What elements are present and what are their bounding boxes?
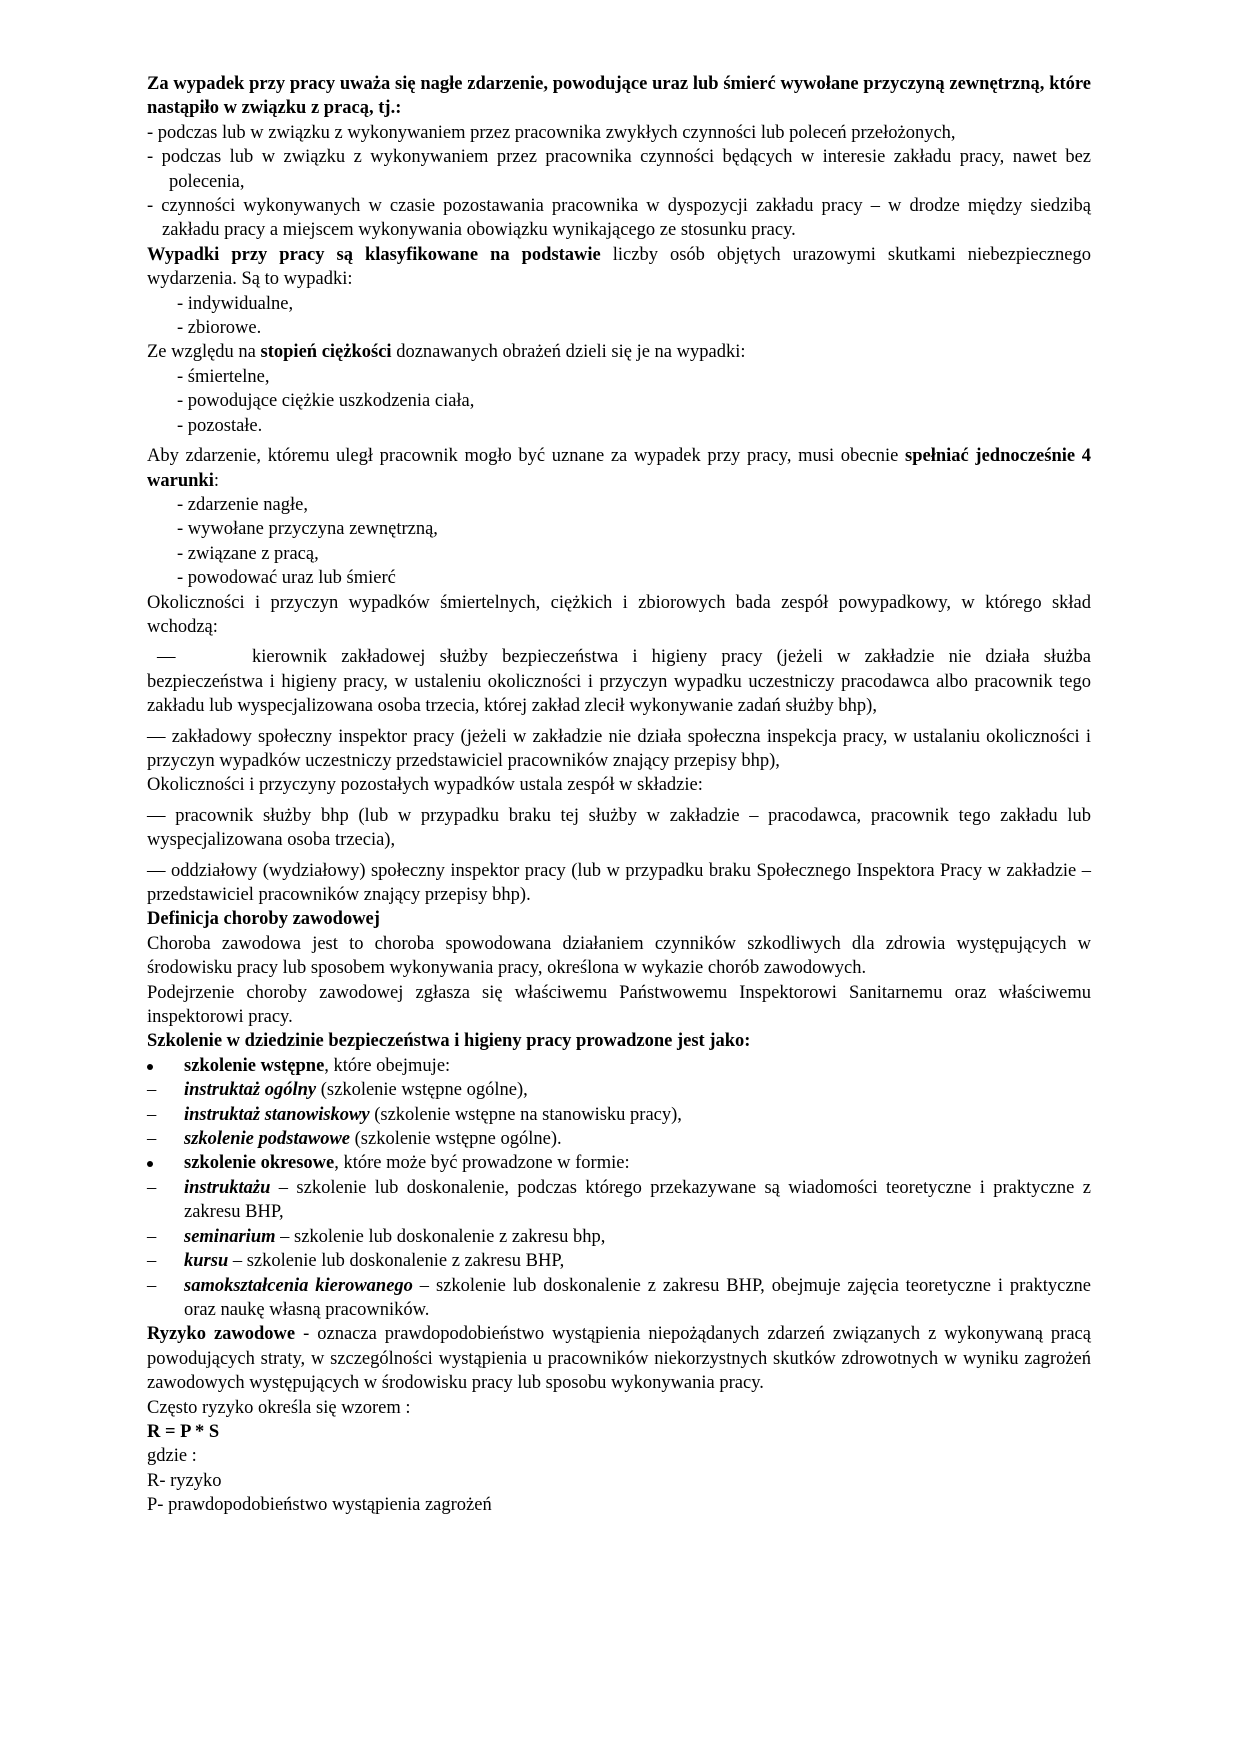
disease-report: Podejrzenie choroby zawodowej zgłasza się właściwemu Państwowemu Inspektorowi Sanitarnemu oraz właściwemu inspektorowi pracy. <box>147 982 1091 1028</box>
list-item <box>147 1274 1091 1323</box>
list-item: - podczas lub w związku z wykonywaniem przez pracownika czynności będących w interesie zakładu pracy, nawet bez polecenia, <box>147 147 1091 192</box>
severity-pre: Ze względu na <box>147 342 261 363</box>
fatal-team-item-text: kierownik zakładowej służby bezpieczeństwa i higieny pracy (jeżeli w zakładzie nie działa służba bezpieczeństwa i higieny pracy, w ustaleniu okoliczności i przyczyn wypadku uczestniczy pracodawca albo pracownik tego zakładu lub wyspecjalizowana osoba trzecia, której zakład zlecił wykonywanie zadań służby bhp), <box>147 647 1091 717</box>
document-page <box>147 72 1091 1518</box>
item-bold: kursu <box>184 1251 229 1272</box>
other-team-item: — oddziałowy (wydziałowy) społeczny inspektor pracy (lub w przypadku braku Społecznego Inspektora Pracy w zakładzie – przedstawiciel pracowników znający przepisy bhp). <box>147 860 1091 905</box>
training-periodic-bold: szkolenie okresowe <box>184 1153 335 1174</box>
bullet-icon <box>147 1151 184 1175</box>
item-text: (szkolenie wstępne ogólne), <box>316 1080 528 1101</box>
conditions-post: : <box>213 470 219 491</box>
dash-marker: – <box>147 1251 157 1272</box>
list-item <box>147 1176 1091 1225</box>
list-item: - powodujące ciężkie uszkodzenia ciała, <box>177 391 475 412</box>
other-team-item: — pracownik służby bhp (lub w przypadku braku tej służby w zakładzie – pracodawca, pracownik tego zakładu lub wyspecjalizowana osoba trzecia), <box>147 805 1091 851</box>
formula: R = P * S <box>147 1421 220 1442</box>
list-item <box>147 1127 1091 1151</box>
fatal-team-item <box>147 645 1091 718</box>
fatal-team-paragraph: Okoliczności i przyczyn wypadków śmiertelnych, ciężkich i zbiorowych bada zespół powypadkowy, w którego skład wchodzą: <box>147 592 1091 637</box>
item-bold: instruktażu <box>184 1177 271 1198</box>
training-initial-bold: szkolenie wstępne <box>184 1055 325 1076</box>
severity-post: doznawanych obrażeń dzieli się je na wypadki: <box>391 342 746 363</box>
risk-paragraph <box>147 1322 1091 1395</box>
conditions-paragraph <box>147 444 1091 493</box>
formula-r-definition: R- ryzyko <box>147 1470 222 1491</box>
item-text: – szkolenie lub doskonalenie z zakresu bhp, <box>275 1226 606 1247</box>
item-text: (szkolenie wstępne na stanowisku pracy), <box>369 1104 682 1125</box>
dash-marker: – <box>147 1226 157 1247</box>
item-bold: szkolenie podstawowe <box>184 1129 350 1150</box>
training-initial-text: , które obejmuje: <box>324 1055 451 1076</box>
other-team-paragraph: Okoliczności i przyczyny pozostałych wypadków ustala zespół w składzie: <box>147 775 703 796</box>
list-item: - czynności wykonywanych w czasie pozostawania pracownika w dyspozycji zakładu pracy – w drodze między siedzibą zakładu pracy a miejscem wykonywania obowiązku wynikającego ze stosunku pracy. <box>147 196 1091 241</box>
risk-text: - oznacza prawdopodobieństwo wystąpienia niepożądanych zdarzeń związanych z wykonywaną pracą powodujących straty, w szczególności wystąpienia u pracowników niekorzystnych skutków zdrowotnych w wyniku zagrożeń zawodowych występujących w środowisku pracy lub sposobu wykonywania pracy. <box>147 1324 1091 1394</box>
list-item <box>147 1249 1091 1273</box>
list-item: - indywidualne, <box>177 293 294 314</box>
dash-marker: — <box>157 647 176 668</box>
conditions-bold: spełniać jednocześnie 4 warunki <box>147 446 1092 491</box>
accident-definition-heading: Za wypadek przy pracy uważa się nagłe zdarzenie, powodujące uraz lub śmierć wywołane przyczyną zewnętrzną, które nastąpiło w związku z pracą, tj.: <box>147 74 1091 119</box>
dash-marker: – <box>147 1104 157 1125</box>
disease-heading: Definicja choroby zawodowej <box>147 909 380 930</box>
item-bold: seminarium <box>184 1226 276 1247</box>
classification-text: liczby osób objętych urazowymi skutkami niebezpiecznego wydarzenia. Są to wypadki: <box>147 244 1091 290</box>
list-item: - śmiertelne, <box>177 366 270 387</box>
list-item: - pozostałe. <box>177 415 263 436</box>
severity-bold: stopień ciężkości <box>260 342 392 363</box>
training-heading: Szkolenie w dziedzinie bezpieczeństwa i higieny pracy prowadzone jest jako: <box>147 1031 751 1052</box>
fatal-team-item: — zakładowy społeczny inspektor pracy (jeżeli w zakładzie nie działa społeczna inspekcja pracy, w ustalaniu okoliczności i przyczyn wypadków uczestniczy przedstawiciel pracowników znający przepisy bhp), <box>147 726 1091 771</box>
formula-where: gdzie : <box>147 1446 197 1467</box>
list-item <box>147 1078 1091 1102</box>
dash-marker: – <box>147 1275 157 1296</box>
dash-marker: – <box>147 1129 157 1150</box>
disease-definition: Choroba zawodowa jest to choroba spowodowana działaniem czynników szkodliwych dla zdrowia występujących w środowisku pracy lub sposobem wykonywania pracy, określona w wykazie chorób zawodowych. <box>147 933 1091 979</box>
formula-intro: Często ryzyko określa się wzorem : <box>147 1397 411 1418</box>
training-periodic-text: , które może być prowadzone w formie: <box>334 1153 630 1174</box>
list-item <box>147 1225 1091 1249</box>
item-bold: instruktaż stanowiskowy <box>184 1104 370 1125</box>
list-item <box>147 1103 1091 1127</box>
item-bold: instruktaż ogólny <box>184 1080 317 1101</box>
item-bold: samokształcenia kierowanego <box>184 1275 413 1296</box>
list-item: - zdarzenie nagłe, <box>177 494 308 515</box>
classification-bold: Wypadki przy pracy są klasyfikowane na podstawie <box>147 244 601 265</box>
training-initial <box>147 1054 1091 1078</box>
list-item: - zbiorowe. <box>177 318 262 339</box>
risk-bold: Ryzyko zawodowe <box>147 1324 296 1345</box>
list-item: - związane z pracą, <box>177 543 319 564</box>
list-item: - wywołane przyczyna zewnętrzną, <box>177 519 438 540</box>
classification-paragraph <box>147 243 1091 292</box>
dash-marker: – <box>147 1080 157 1101</box>
item-text: (szkolenie wstępne ogólne). <box>350 1129 562 1150</box>
item-text: – szkolenie lub doskonalenie z zakresu BHP, <box>228 1251 565 1272</box>
bullet-icon <box>147 1054 184 1078</box>
item-text: – szkolenie lub doskonalenie z zakresu BHP, obejmuje zajęcia teoretyczne i praktyczne oraz naukę własną pracowników. <box>184 1275 1091 1320</box>
formula-p-definition: P- prawdopodobieństwo wystąpienia zagrożeń <box>147 1495 492 1516</box>
list-item: - podczas lub w związku z wykonywaniem przez pracownika zwykłych czynności lub poleceń przełożonych, <box>147 122 956 143</box>
training-periodic <box>147 1151 1091 1175</box>
dash-marker: – <box>147 1177 157 1198</box>
conditions-pre: Aby zdarzenie, któremu uległ pracownik mogło być uznane za wypadek przy pracy, musi obecnie <box>147 446 905 467</box>
list-item: - powodować uraz lub śmierć <box>177 568 396 589</box>
item-text: – szkolenie lub doskonalenie, podczas którego przekazywane są wiadomości teoretyczne i praktyczne z zakresu BHP, <box>184 1177 1091 1223</box>
severity-paragraph <box>147 340 1091 364</box>
